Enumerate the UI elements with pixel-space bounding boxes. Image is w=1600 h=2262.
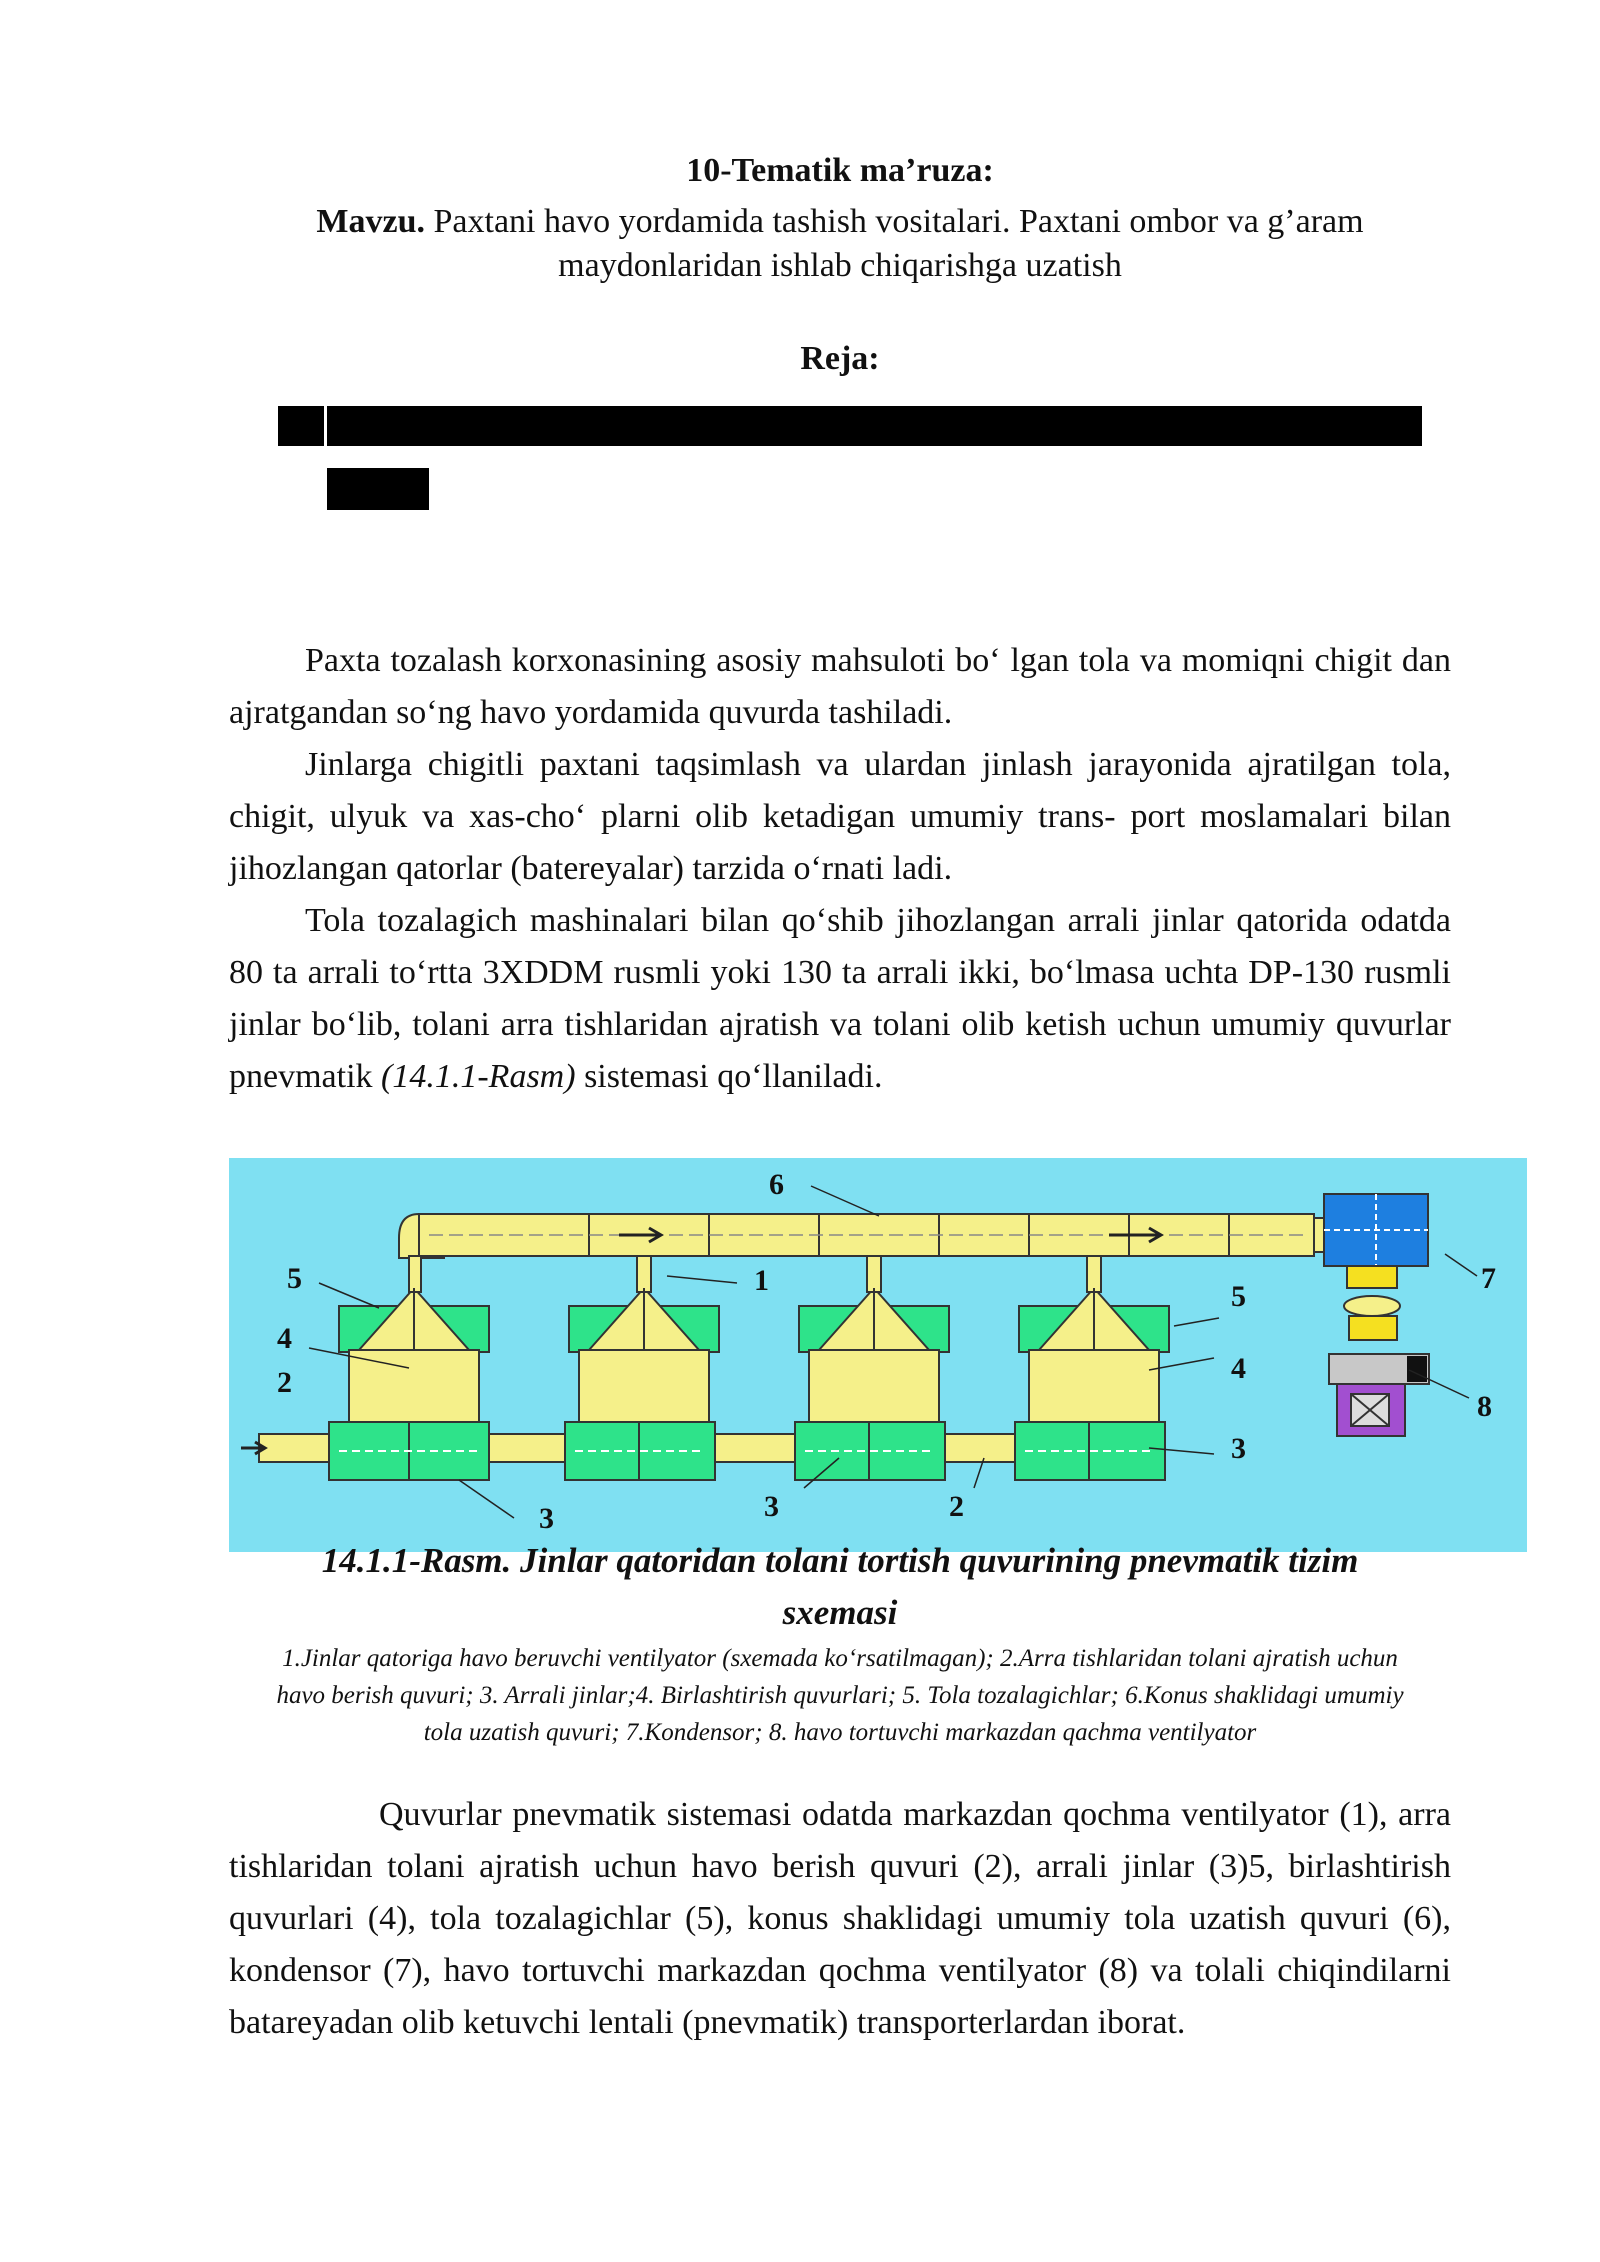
lecture-subject xyxy=(250,200,1430,288)
closing-paragraph: Quvurlar pnevmatik sistemasi odatda markazdan qochma ventilyator (1), arra tishlaridan tolani ajratish uchun havo berish quvuri (2), arrali jinlar (3)5, birlashtirish quvurlari (4), tola tozalagichlar (5), konus shaklidagi umumiy tola uzatish quvuri (6), kondensor (7), havo tortuvchi markazdan qochma ventilyator (8) va tolali chiqindilarni batareyadan olib ketuvchi lentali (pnevmatik) transporterlardan iborat. xyxy=(229,1796,1451,2041)
label-4-left: 4 xyxy=(277,1322,292,1355)
closing-text xyxy=(229,1789,1451,2049)
caption-line-1: 14.1.1-Rasm. Jinlar qatoridan tolani tortish quvurining pnevmatik tizim xyxy=(321,1541,1359,1580)
body-text xyxy=(229,635,1451,1103)
redaction-bar-2 xyxy=(327,406,1422,446)
caption-line-2: sxemasi xyxy=(782,1593,898,1632)
subject-line-2: maydonlaridan ishlab chiqarishga uzatish xyxy=(558,247,1122,284)
diagram-svg xyxy=(229,1158,1527,1552)
subject-line-1: Paxtani havo yordamida tashish vositalari. Paxtani ombor va g’aram xyxy=(433,203,1364,240)
paragraph-2: Jinlarga chigitli paxtani taqsimlash va ulardan jinlash jarayonida ajratilgan tola, chigit, ulyuk va xas-cho‘ plarni olib ketadigan umumiy trans- port moslamalari bilan jihozlangan qatorlar (batereyalar) tarzida o‘rnati ladi. xyxy=(229,746,1451,887)
label-6: 6 xyxy=(769,1168,784,1201)
redaction-bar-1 xyxy=(278,406,324,446)
figure-legend xyxy=(229,1640,1451,1751)
figure-caption xyxy=(229,1535,1451,1639)
paragraph-3-end: sistemasi qo‘llaniladi. xyxy=(584,1058,883,1095)
label-5-right: 5 xyxy=(1231,1280,1246,1313)
legend-line-3: tola uzatish quvuri; 7.Kondensor; 8. havo tortuvchi markazdan qachma ventilyator xyxy=(423,1719,1257,1746)
label-3-center: 3 xyxy=(764,1490,779,1523)
subject-label: Mavzu. xyxy=(316,203,426,240)
label-3-right: 3 xyxy=(1231,1432,1246,1465)
pneumatic-system-diagram xyxy=(229,1158,1527,1552)
label-5-left: 5 xyxy=(287,1262,302,1295)
lecture-title: 10-Tematik ma’ruza: xyxy=(686,152,994,189)
gin-unit-4 xyxy=(1015,1256,1169,1480)
label-4-right: 4 xyxy=(1231,1352,1246,1385)
figure-reference: (14.1.1-Rasm) xyxy=(381,1058,576,1095)
label-2-center: 2 xyxy=(949,1490,964,1523)
gin-unit-2 xyxy=(565,1256,719,1480)
paragraph-1: Paxta tozalash korxonasining asosiy mahsuloti bo‘ lgan tola va momiqni chigit dan ajratgandan so‘ng havo yordamida quvurda tashiladi. xyxy=(229,642,1451,731)
paragraph-3 xyxy=(229,895,1451,1103)
label-2-left: 2 xyxy=(277,1366,292,1399)
plan-heading: Reja: xyxy=(800,340,880,377)
label-8: 8 xyxy=(1477,1390,1492,1423)
paragraph-3-text: Tola tozalagich mashinalari bilan qo‘shib jihozlangan arrali jinlar qatorida odatda 80 ta arrali to‘rtta 3XDDM rusmli yoki 130 ta arrali ikki, bo‘lmasa uchta DP-130 rusmli jinlar bo‘lib, tolani arra tishlaridan ajratish va tolani olib ketish uchun umumiy quvurlar pnevmatik xyxy=(229,902,1451,1095)
legend-line-1: 1.Jinlar qatoriga havo beruvchi ventilyator (sxemada ko‘rsatilmagan); 2.Arra tishlaridan tolani ajratish uchun xyxy=(282,1645,1398,1672)
label-3-left: 3 xyxy=(539,1502,554,1535)
label-1: 1 xyxy=(754,1264,769,1297)
label-7: 7 xyxy=(1481,1262,1496,1295)
legend-line-2: havo berish quvuri; 3. Arrali jinlar;4. Birlashtirish quvurlari; 5. Tola tozalagichlar; 6.Konus shaklidagi umumiy xyxy=(276,1682,1404,1709)
redaction-bar-3 xyxy=(327,468,429,510)
gin-unit-3 xyxy=(795,1256,949,1480)
